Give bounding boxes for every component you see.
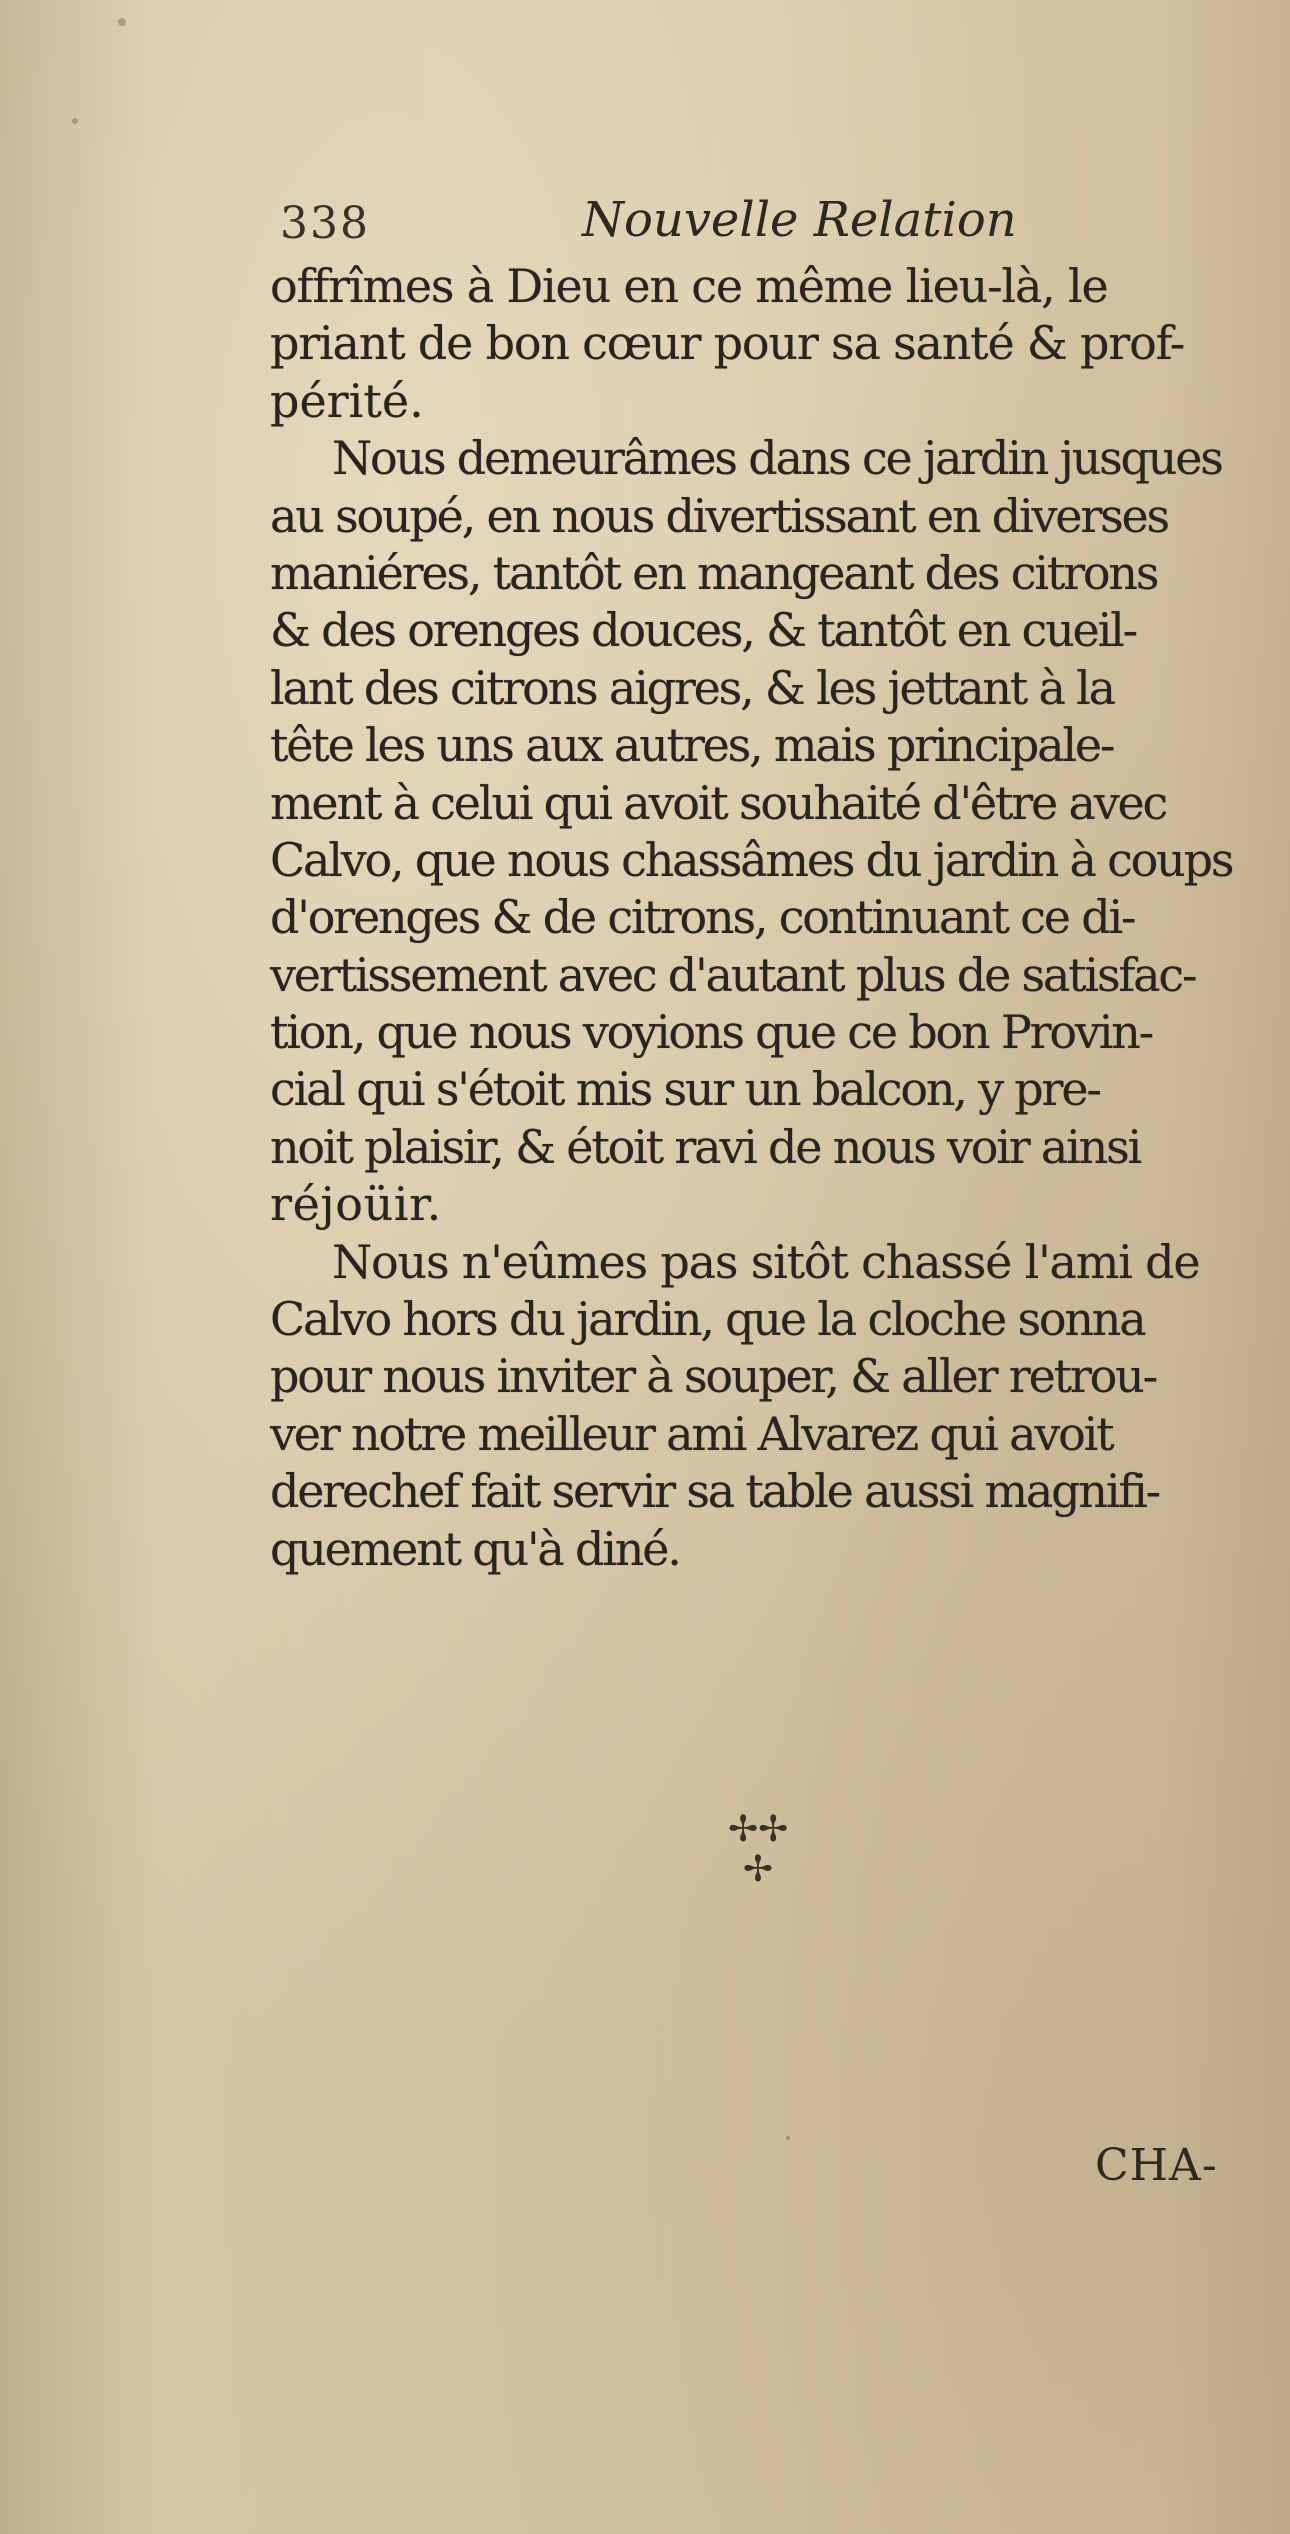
text-line: maniéres, tantôt en mangeant des citrons [270, 545, 1158, 600]
text-line: offrîmes à Dieu en ce même lieu-là, le [270, 259, 1108, 313]
text-line: vertissement avec d'autant plus de satisfac- [270, 947, 1196, 1002]
text-line: noit plaisir, & étoit ravi de nous voir ainsi [270, 1119, 1141, 1174]
ornament-top: ✢✢ [728, 1809, 789, 1850]
paper-spot [786, 2136, 790, 2140]
text-line: réjoüir. [270, 1177, 442, 1232]
text-line: lant des citrons aigres, & les jettant à la [270, 660, 1114, 715]
text-line: tion, que nous voyions que ce bon Provin- [270, 1005, 1152, 1060]
paragraph-start-line: Nous demeurâmes dans ce jardin jusques [332, 431, 1222, 486]
text-line: priant de bon cœur pour sa santé & prof- [270, 316, 1185, 371]
fleuron-ornament [728, 1810, 788, 1890]
paper-spot [118, 18, 126, 26]
page-header [280, 192, 1040, 252]
text-line: Calvo, que nous chassâmes du jardin à coups [270, 832, 1233, 887]
page-number: 338 [280, 198, 370, 249]
ornament-bottom: ✢ [742, 1849, 774, 1890]
text-line: cial qui s'étoit mis sur un balcon, y pre- [270, 1062, 1100, 1117]
text-line: quement qu'à diné. [270, 1521, 680, 1576]
body-text [270, 258, 1233, 1578]
catchword: CHA- [1095, 2140, 1218, 2191]
text-line: périté. [270, 373, 424, 428]
text-line: au soupé, en nous divertissant en diverses [270, 488, 1168, 543]
text-line: Calvo hors du jardin, que la cloche sonna [270, 1292, 1145, 1347]
paragraph-start-line: Nous n'eûmes pas sitôt chassé l'ami de [332, 1234, 1200, 1289]
text-line: & des orenges douces, & tantôt en cueil- [270, 603, 1136, 658]
text-line: d'orenges & de citrons, continuant ce di- [270, 890, 1135, 945]
text-line: pour nous inviter à souper, & aller retrou- [270, 1349, 1156, 1404]
paper-spot [72, 118, 78, 124]
text-line: tête les uns aux autres, mais principale- [270, 718, 1114, 773]
running-title: Nouvelle Relation [582, 192, 1017, 248]
text-line: ver notre meilleur ami Alvarez qui avoit [270, 1406, 1113, 1461]
text-line: ment à celui qui avoit souhaité d'être avec [270, 775, 1167, 830]
text-line: derechef fait servir sa table aussi magnifi- [270, 1464, 1160, 1519]
